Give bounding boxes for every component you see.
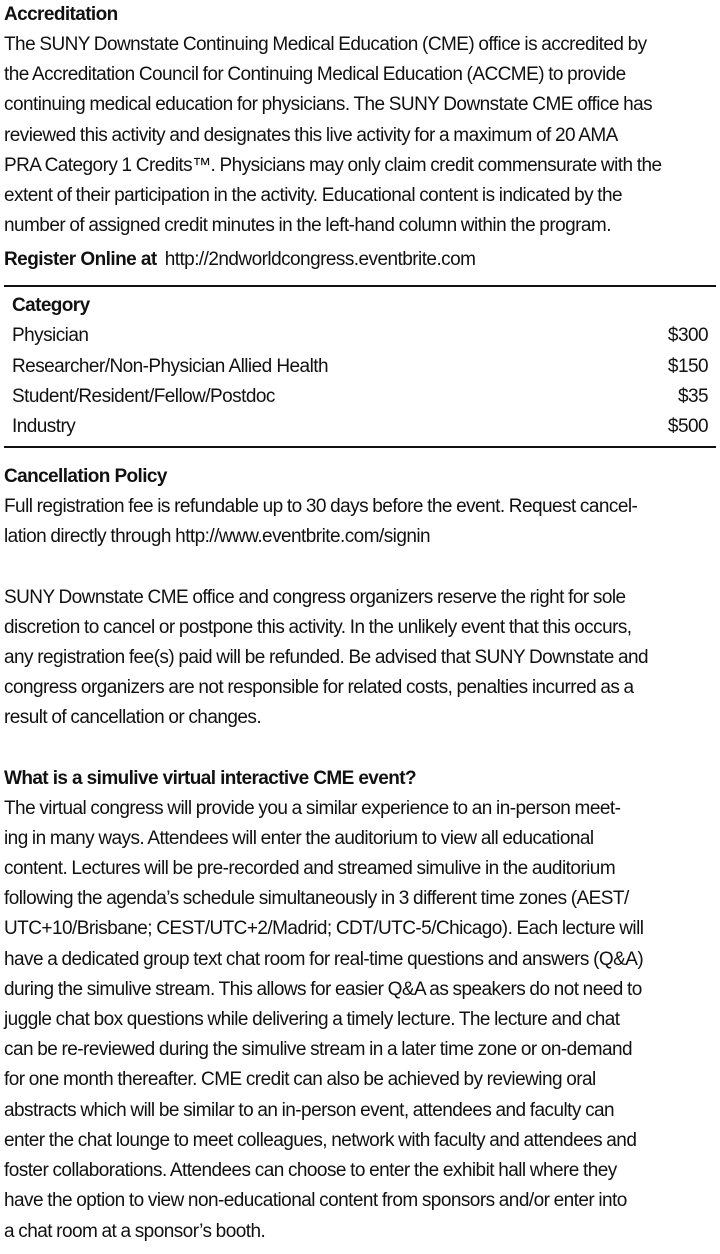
- register-label: Register Online at: [4, 249, 157, 271]
- text-line: reviewed this activity and designates this live activity for a maximum of 20 AMA: [4, 124, 618, 146]
- register-link[interactable]: http://2ndworldcongress.eventbrite.com: [164, 249, 476, 271]
- text-line: can be re-reviewed during the simulive stream in a later time zone or on-demand: [4, 1039, 633, 1061]
- text-line: The SUNY Downstate Continuing Medical Education (CME) office is accredited by: [4, 34, 647, 55]
- text-line: lation directly through http://www.eventbrite.com/signin: [4, 526, 431, 548]
- text-line: number of assigned credit minutes in the left-hand column within the program.: [4, 215, 611, 237]
- fee-price: $150: [667, 355, 708, 377]
- cancellation-text: [4, 492, 716, 552]
- text-line: extent of their participation in the activity. Educational content is indicated by the: [4, 185, 623, 207]
- text-line: for one month thereafter. CME credit can also be achieved by reviewing oral: [4, 1069, 596, 1091]
- fee-price: $35: [677, 385, 708, 407]
- cancellation-section: [4, 462, 716, 733]
- fee-price: $500: [667, 416, 708, 438]
- text-line: have a dedicated group text chat room for real-time questions and answers (Q&A): [4, 948, 644, 970]
- simulive-heading: What is a simulive virtual interactive CME event?: [4, 767, 416, 789]
- text-line: The virtual congress will provide you a similar experience to an in-person meet-: [4, 797, 621, 819]
- fee-category: Industry: [12, 416, 76, 438]
- accreditation-text: [4, 30, 716, 241]
- text-line: SUNY Downstate CME office and congress organizers reserve the right for sole: [4, 586, 626, 608]
- fee-row: [12, 412, 708, 442]
- text-line: abstracts which will be similar to an in-person event, attendees and faculty can: [4, 1099, 615, 1121]
- document-page: [4, 0, 716, 1247]
- accreditation-section: [4, 0, 716, 241]
- register-line: [4, 245, 716, 275]
- text-line: congress organizers are not responsible for related costs, penalties incurred as a: [4, 677, 634, 699]
- text-line: ing in many ways. Attendees will enter the auditorium to view all educational: [4, 827, 594, 849]
- simulive-section: [4, 764, 716, 1247]
- text-line: following the agenda’s schedule simultaneously in 3 different time zones (AEST/: [4, 888, 629, 910]
- fee-category: Physician: [12, 325, 89, 347]
- cancellation-disclaimer: [4, 583, 716, 734]
- simulive-text: [4, 794, 716, 1247]
- fee-category: Researcher/Non-Physician Allied Health: [12, 355, 328, 377]
- text-line: any registration fee(s) paid will be refunded. Be advised that SUNY Downstate and: [4, 647, 649, 669]
- text-line: result of cancellation or changes.: [4, 707, 262, 729]
- text-line: have the option to view non-educational content from sponsors and/or enter into: [4, 1190, 627, 1212]
- text-line: Full registration fee is refundable up to 30 days before the event. Request cancel-: [4, 496, 638, 518]
- fee-price: $300: [667, 325, 708, 347]
- fee-row: [12, 321, 708, 351]
- text-line: discretion to cancel or postpone this activity. In the unlikely event that this occurs,: [4, 616, 632, 638]
- text-line: during the simulive stream. This allows for easier Q&A as speakers do not need to: [4, 978, 642, 1000]
- fee-table: [4, 285, 716, 448]
- fee-table-header: Category: [12, 295, 90, 317]
- text-line: foster collaborations. Attendees can choose to enter the exhibit hall where they: [4, 1160, 617, 1182]
- cancellation-heading: Cancellation Policy: [4, 466, 167, 488]
- text-line: continuing medical education for physicians. The SUNY Downstate CME office has: [4, 94, 653, 116]
- text-line: enter the chat lounge to meet colleagues, network with faculty and attendees and: [4, 1129, 637, 1151]
- text-line: the Accreditation Council for Continuing Medical Education (ACCME) to provide: [4, 64, 626, 86]
- fee-row: [12, 352, 708, 382]
- text-line: content. Lectures will be pre-recorded and streamed simulive in the auditorium: [4, 858, 616, 880]
- text-line: PRA Category 1 Credits™. Physicians may only claim credit commensurate with the: [4, 154, 662, 176]
- text-line: juggle chat box questions while delivering a timely lecture. The lecture and chat: [4, 1009, 620, 1031]
- accreditation-heading: Accreditation: [4, 4, 118, 25]
- fee-category: Student/Resident/Fellow/Postdoc: [12, 385, 275, 407]
- fee-row: [12, 382, 708, 412]
- text-line: a chat room at a sponsor’s booth.: [4, 1220, 266, 1242]
- text-line: UTC+10/Brisbane; CEST/UTC+2/Madrid; CDT/UTC-5/Chicago). Each lecture will: [4, 918, 644, 940]
